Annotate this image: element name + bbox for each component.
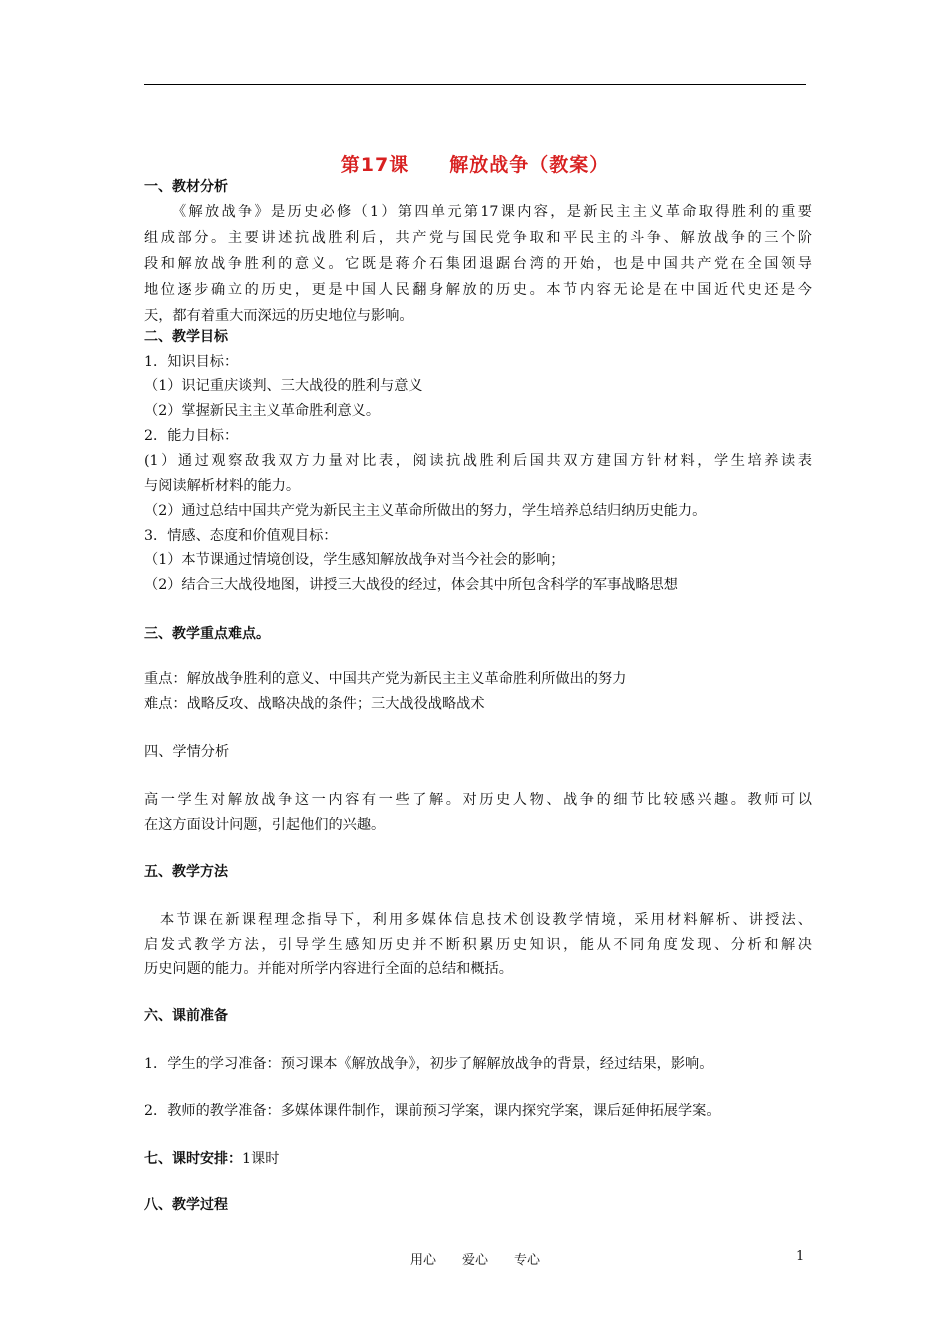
section-heading-methods: 五、教学方法 — [144, 864, 228, 880]
page-number: 1 — [796, 1249, 805, 1264]
emotion-item-2: （2）结合三大战役地图，讲授三大战役的经过，体会其中所包含科学的军事战略思想 — [144, 577, 678, 593]
section-heading-preparation: 六、课前准备 — [144, 1008, 228, 1024]
students-line: 高一学生对解放战争这一内容有一些了解。对历史人物、战争的细节比较感兴趣。教师可以 — [144, 792, 812, 808]
ability-item-1: (1）通过观察敌我双方力量对比表，阅读抗战胜利后国共双方建国方针材料，学生培养读表 — [144, 453, 812, 469]
knowledge-item-2: （2）掌握新民主主义革命胜利意义。 — [144, 403, 381, 419]
analysis-line: 天，都有着重大而深远的历史地位与影响。 — [144, 308, 414, 324]
analysis-line: 段和解放战争胜利的意义。它既是蒋介石集团退踞台湾的开始，也是中国共产党在全国领导 — [144, 256, 812, 272]
emotion-item-1: （1）本节课通过情境创设，学生感知解放战争对当今社会的影响； — [144, 552, 565, 568]
header-rule — [144, 84, 806, 85]
section-heading-keypoints: 三、教学重点难点。 — [144, 626, 270, 642]
section-heading-schedule: 七、课时安排： — [144, 1151, 242, 1167]
ability-item-1-cont: 与阅读解析材料的能力。 — [144, 478, 301, 494]
knowledge-item-1: （1）识记重庆谈判、三大战役的胜利与意义 — [144, 378, 423, 394]
footer-motto: 用心 爱心 专心 — [409, 1253, 540, 1268]
knowledge-heading: 1．知识目标： — [144, 354, 239, 370]
section-heading-analysis: 一、教材分析 — [144, 179, 228, 195]
lesson-title: 第17课 解放战争（教案） — [340, 154, 610, 176]
key-point: 重点：解放战争胜利的意义、中国共产党为新民主主义革命胜利所做出的努力 — [144, 671, 627, 687]
schedule-value: 1课时 — [242, 1151, 280, 1167]
analysis-line: 地位逐步确立的历史，更是中国人民翻身解放的历史。本节内容无论是在中国近代史还是今 — [144, 282, 812, 298]
section-schedule — [144, 1150, 812, 1168]
section-heading-objectives: 二、教学目标 — [144, 329, 228, 345]
section-heading-process: 八、教学过程 — [144, 1197, 228, 1213]
analysis-line: 《解放战争》是历史必修（1）第四单元第17课内容，是新民主主义革命取得胜利的重要 — [172, 204, 812, 220]
ability-heading: 2．能力目标： — [144, 428, 239, 444]
methods-line: 本节课在新课程理念指导下，利用多媒体信息技术创设教学情境，采用材料解析、讲授法、 — [160, 912, 812, 928]
student-preparation: 1．学生的学习准备：预习课本《解放战争》，初步了解解放战争的背景，经过结果，影响。 — [144, 1056, 714, 1072]
teacher-preparation: 2．教师的教学准备：多媒体课件制作，课前预习学案，课内探究学案，课后延伸拓展学案。 — [144, 1103, 721, 1119]
emotion-heading: 3．情感、态度和价值观目标： — [144, 528, 338, 544]
students-line: 在这方面设计问题，引起他们的兴趣。 — [144, 817, 386, 833]
methods-line: 历史问题的能力。并能对所学内容进行全面的总结和概括。 — [144, 961, 513, 977]
ability-item-2: （2）通过总结中国共产党为新民主主义革命所做出的努力，学生培养总结归纳历史能力。 — [144, 503, 707, 519]
difficult-point: 难点：战略反攻、战略决战的条件；三大战役战略战术 — [144, 696, 485, 712]
analysis-line: 组成部分。主要讲述抗战胜利后，共产党与国民党争取和平民主的斗争、解放战争的三个阶 — [144, 230, 812, 246]
section-heading-students: 四、学情分析 — [144, 744, 230, 760]
methods-line: 启发式教学方法，引导学生感知历史并不断积累历史知识，能从不同角度发现、分析和解决 — [144, 937, 812, 953]
